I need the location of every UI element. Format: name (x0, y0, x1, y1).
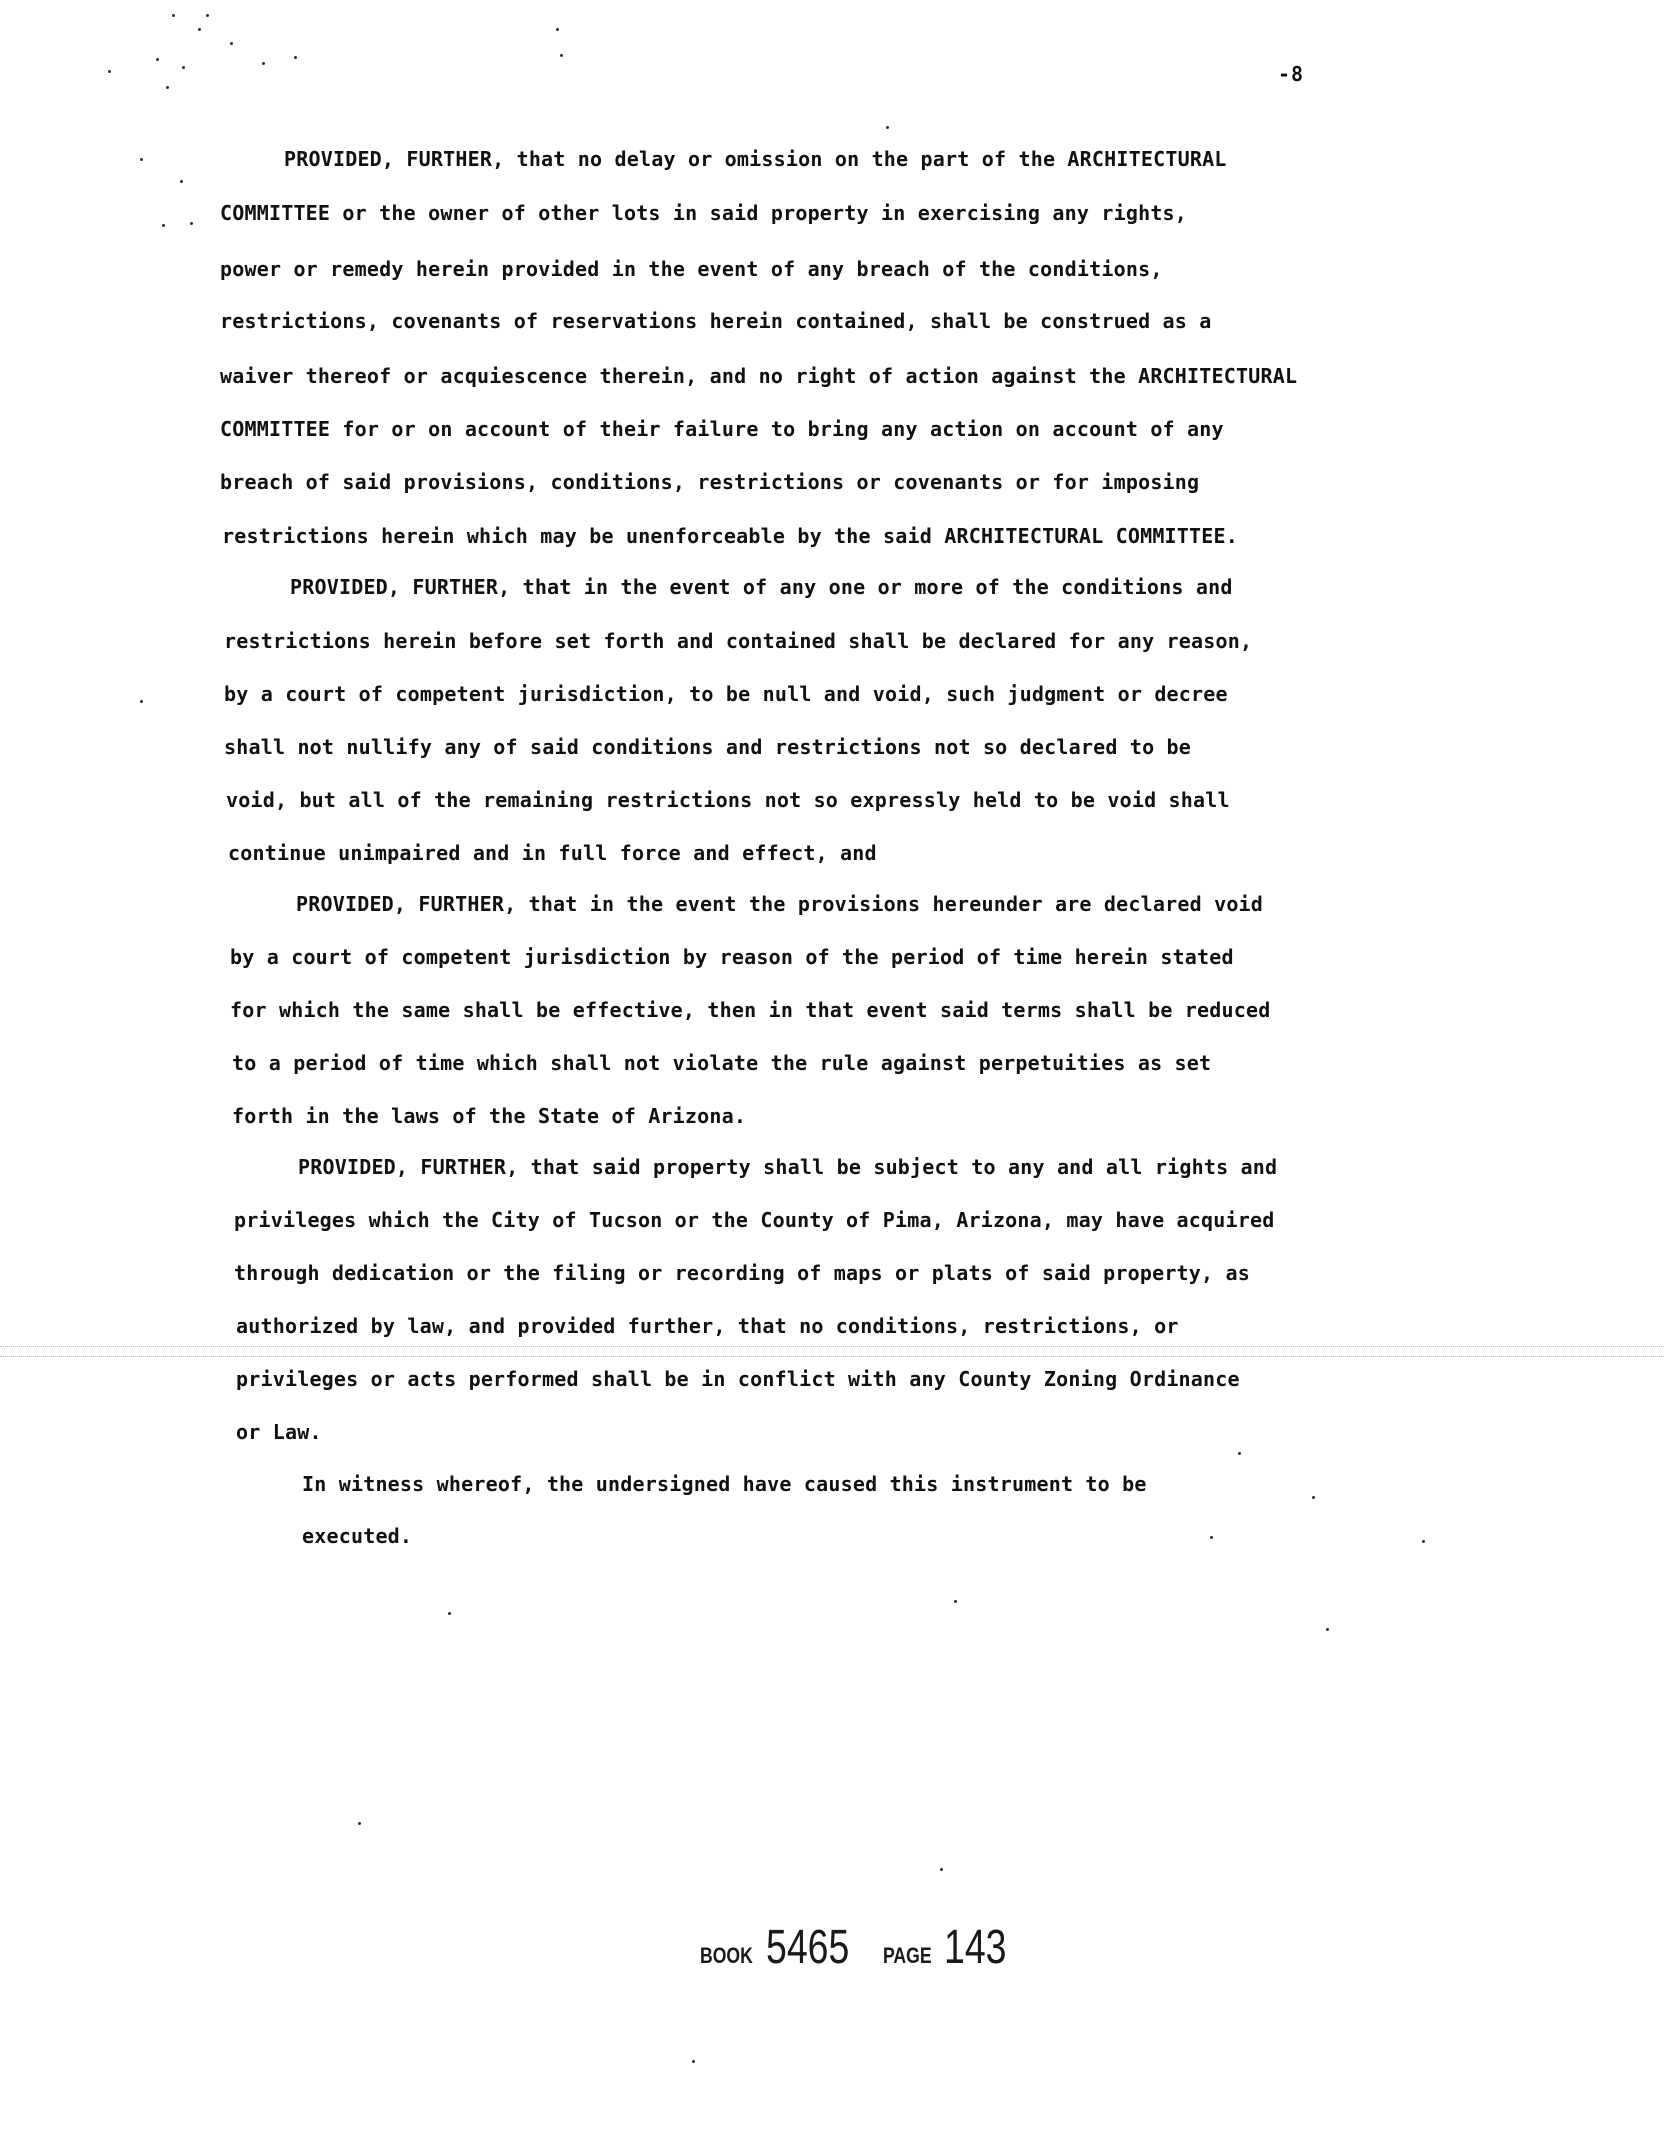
book-label: BOOK (700, 1943, 753, 1968)
text-line: through dedication or the filing or recording of maps or plats of said property, as (234, 1261, 1251, 1285)
text-line: void, but all of the remaining restrictions not so expressly held to be void shall (226, 788, 1230, 812)
recording-stamp (700, 1920, 1024, 1975)
text-line: power or remedy herein provided in the event of any breach of the conditions, (220, 257, 1163, 281)
text-line: or Law. (236, 1420, 322, 1444)
text-line: restrictions herein which may be unenforceable by the said ARCHITECTURAL COMMITTEE. (222, 524, 1239, 548)
page-ref: 143 (943, 1921, 1007, 1974)
text-line: for which the same shall be effective, then in that event said terms shall be reduced (230, 998, 1271, 1022)
scan-speck (1210, 1536, 1213, 1539)
scan-speck (294, 56, 297, 59)
scan-speck (358, 1822, 361, 1825)
scan-speck (230, 42, 233, 45)
scan-artifact-line (0, 1356, 1664, 1357)
scan-speck (156, 58, 159, 61)
text-line: forth in the laws of the State of Arizona. (232, 1104, 747, 1128)
page-number: -8 (1278, 62, 1305, 86)
scan-speck (1326, 1628, 1329, 1631)
scan-speck (140, 700, 143, 703)
scan-speck (954, 1600, 957, 1603)
scan-speck (198, 28, 201, 31)
scan-speck (940, 1868, 943, 1871)
text-line: to a period of time which shall not violate the rule against perpetuities as set (232, 1051, 1212, 1075)
text-line: breach of said provisions, conditions, restrictions or covenants or for imposing (220, 470, 1200, 494)
text-line: PROVIDED, FURTHER, that no delay or omission on the part of the ARCHITECTURAL (284, 147, 1227, 171)
text-line: executed. (302, 1524, 413, 1548)
scan-speck (886, 126, 889, 129)
scan-speck (172, 14, 175, 17)
scan-speck (1422, 1540, 1425, 1543)
scan-speck (182, 66, 185, 69)
text-line: shall not nullify any of said conditions and restrictions not so declared to be (224, 735, 1192, 759)
text-line: continue unimpaired and in full force and effect, and (228, 841, 877, 865)
text-line: COMMITTEE or the owner of other lots in said property in exercising any rights, (220, 201, 1188, 225)
text-line: restrictions, covenants of reservations herein contained, shall be construed as a (220, 309, 1212, 333)
scan-speck (556, 28, 559, 31)
scan-artifact-line (0, 1346, 1664, 1347)
text-line: In witness whereof, the undersigned have caused this instrument to be (302, 1472, 1147, 1496)
text-line: by a court of competent jurisdiction, to be null and void, such judgment or decree (224, 682, 1228, 706)
scan-speck (206, 14, 209, 17)
scan-speck (1238, 1452, 1241, 1455)
text-line: privileges which the City of Tucson or the County of Pima, Arizona, may have acquired (234, 1208, 1275, 1232)
text-line: authorized by law, and provided further, that no conditions, restrictions, or (236, 1314, 1179, 1338)
scan-speck (162, 224, 165, 227)
text-line: PROVIDED, FURTHER, that in the event the provisions hereunder are declared void (296, 892, 1264, 916)
text-line: restrictions herein before set forth and contained shall be declared for any reason, (224, 629, 1253, 653)
scan-speck (108, 70, 111, 73)
book-number: 5465 (766, 1921, 850, 1974)
text-line: PROVIDED, FURTHER, that in the event of any one or more of the conditions and (290, 575, 1233, 599)
scan-speck (190, 222, 193, 225)
scan-speck (692, 2060, 695, 2063)
scan-speck (1312, 1496, 1315, 1499)
scan-speck (560, 54, 563, 57)
scan-speck (166, 86, 169, 89)
page-label: PAGE (883, 1943, 932, 1968)
scan-speck (180, 180, 183, 183)
text-line: waiver thereof or acquiescence therein, and no right of action against the ARCHITECTURAL (220, 364, 1298, 388)
text-line: COMMITTEE for or on account of their failure to bring any action on account of any (220, 417, 1224, 441)
scan-speck (448, 1612, 451, 1615)
scan-speck (262, 62, 265, 65)
text-line: privileges or acts performed shall be in conflict with any County Zoning Ordinance (236, 1367, 1240, 1391)
text-line: PROVIDED, FURTHER, that said property shall be subject to any and all rights and (298, 1155, 1278, 1179)
text-line: by a court of competent jurisdiction by reason of the period of time herein stated (230, 945, 1234, 969)
scan-speck (140, 158, 143, 161)
